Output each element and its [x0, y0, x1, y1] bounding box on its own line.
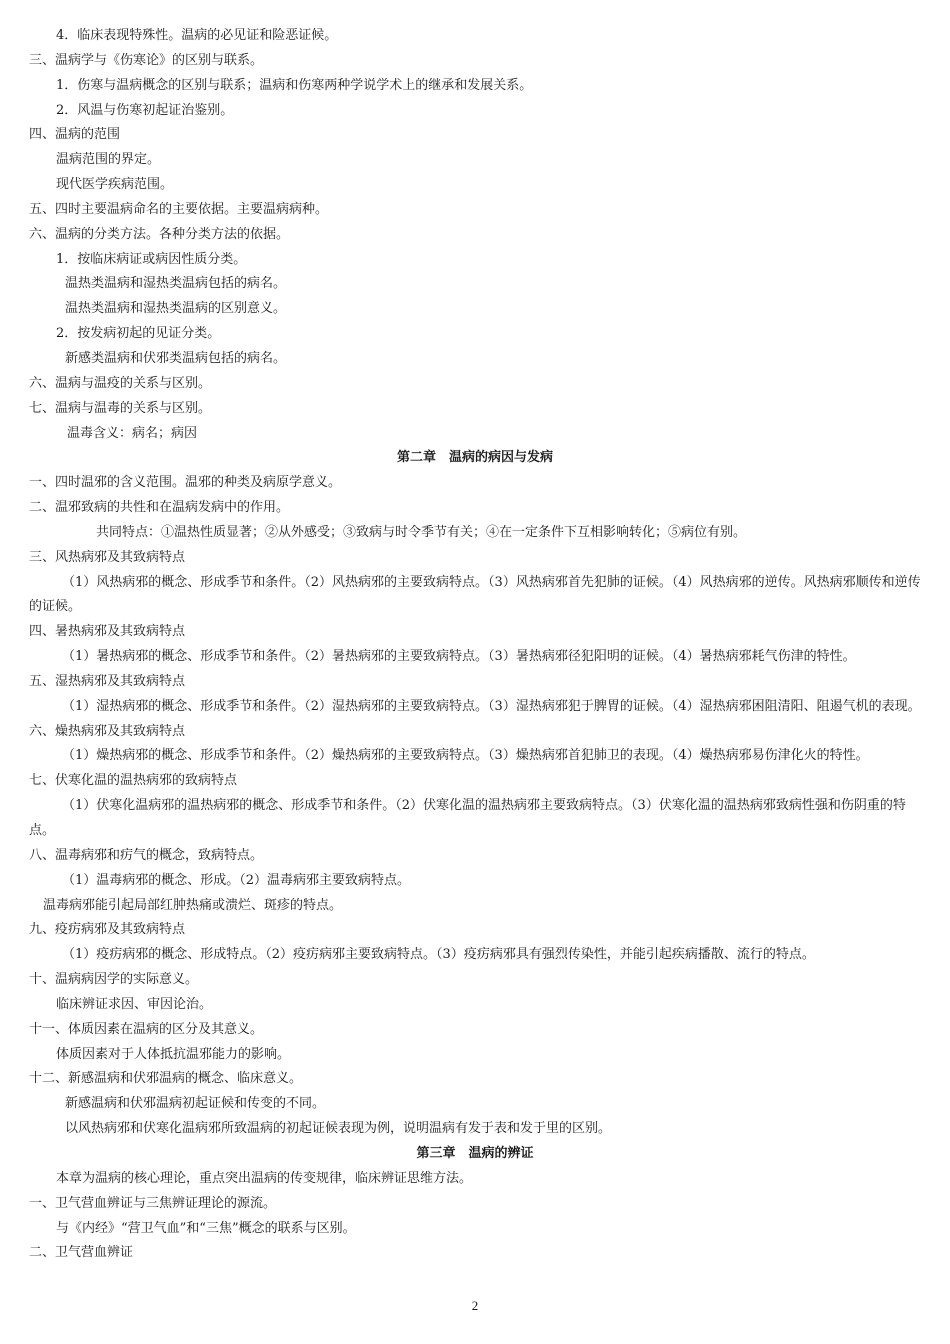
page-number: 2	[471, 1298, 479, 1313]
text-line: 4．临床表现特殊性。温病的必见证和险恶证候。	[56, 28, 338, 43]
text-line: 二、卫气营血辨证	[29, 1245, 134, 1261]
document-body	[0, 24, 950, 1266]
text-line: 以风热病邪和伏寒化温病邪所致温病的初起证候表现为例，说明温病有发于表和发于里的区别。	[65, 1121, 612, 1137]
chapter-heading: 第二章 温病的病因与发病	[396, 450, 553, 466]
text-line: （1）温毒病邪的概念、形成。（2）温毒病邪主要致病特点。	[62, 872, 411, 888]
text-line: 新感温病和伏邪温病初起证候和传变的不同。	[65, 1096, 326, 1112]
text-line: （1）湿热病邪的概念、形成季节和条件。（2）湿热病邪的主要致病特点。（3）湿热病邪犯于脾胃的证候。（4）湿热病邪困阻清阳、阻遏气机的表现。	[62, 698, 921, 714]
text-line: 五、四时主要温病命名的主要依据。主要温病病种。	[29, 201, 329, 217]
text-line: 五、湿热病邪及其致病特点	[29, 673, 186, 689]
text-line: （1）暑热病邪的概念、形成季节和条件。（2）暑热病邪的主要致病特点。（3）暑热病邪径犯阳明的证候。（4）暑热病邪耗气伤津的特性。	[62, 649, 856, 665]
text-line: 1．伤寒与温病概念的区别与联系；温病和伤寒两种学说学术上的继承和发展关系。	[56, 77, 533, 93]
text-line: 四、温病的范围	[29, 127, 121, 143]
text-line: 八、温毒病邪和疠气的概念，致病特点。	[29, 847, 264, 863]
text-line: 新感类温病和伏邪类温病包括的病名。	[65, 350, 287, 366]
text-line: 二、温邪致病的共性和在温病发病中的作用。	[29, 500, 290, 516]
text-line: 九、疫疠病邪及其致病特点	[29, 922, 186, 938]
text-line: 十一、体质因素在温病的区分及其意义。	[29, 1021, 264, 1037]
text-line: 温毒病邪能引起局部红肿热痛或溃烂、斑疹的特点。	[43, 897, 343, 913]
text-line: 七、伏寒化温的温热病邪的致病特点	[29, 773, 238, 789]
text-line: 三、温病学与《伤寒论》的区别与联系。	[29, 52, 264, 68]
text-line: 本章为温病的核心理论，重点突出温病的传变规律，临床辨证思维方法。	[56, 1170, 473, 1186]
text-line: 一、卫气营血辨证与三焦辨证理论的源流。	[29, 1195, 277, 1211]
text-line: （1）风热病邪的概念、形成季节和条件。（2）风热病邪的主要致病特点。（3）风热病邪首先犯肺的证候。（4）风热病邪的逆传。风热病邪顺传和逆传的证候。	[29, 574, 921, 615]
text-line: （1）伏寒化温病邪的温热病邪的概念、形成季节和条件。（2）伏寒化温的温热病邪主要致病特点。（3）伏寒化温的温热病邪致病性强和伤阴重的特点。	[29, 798, 906, 838]
text-line: 十二、新感温病和伏邪温病的概念、临床意义。	[29, 1071, 303, 1087]
text-line: 1．按临床病证或病因性质分类。	[56, 251, 247, 267]
text-line: 十、温病病因学的实际意义。	[29, 972, 199, 988]
chapter-heading: 第三章 温病的辨证	[416, 1145, 534, 1161]
text-line: 六、温病与温疫的关系与区别。	[29, 375, 212, 391]
text-line: 温热类温病和湿热类温病包括的病名。	[65, 276, 287, 292]
text-line: 六、温病的分类方法。各种分类方法的依据。	[29, 226, 290, 242]
text-line: （1）疫疠病邪的概念、形成特点。（2）疫疠病邪主要致病特点。（3）疫疠病邪具有强烈传染性，并能引起疾病播散、流行的特点。	[62, 947, 815, 963]
text-line: 临床辨证求因、审因论治。	[56, 996, 213, 1012]
text-line: 共同特点：①温热性质显著；②从外感受；③致病与时令季节有关；④在一定条件下互相影响转化；⑤病位有别。	[96, 524, 747, 540]
text-line: 温病范围的界定。	[56, 152, 161, 168]
text-line: 2．风温与伤寒初起证治鉴别。	[56, 102, 234, 118]
text-line: （1）燥热病邪的概念、形成季节和条件。（2）燥热病邪的主要致病特点。（3）燥热病邪首犯肺卫的表现。（4）燥热病邪易伤津化火的特性。	[62, 748, 869, 764]
text-line: 六、燥热病邪及其致病特点	[29, 723, 186, 739]
text-line: 温热类温病和湿热类温病的区别意义。	[65, 301, 287, 317]
text-line: 温毒含义：病名；病因	[67, 425, 198, 441]
text-line: 2．按发病初起的见证分类。	[56, 326, 221, 342]
text-line: 四、暑热病邪及其致病特点	[29, 624, 186, 640]
text-line: 一、四时温邪的含义范围。温邪的种类及病原学意义。	[29, 475, 342, 491]
text-line: 三、风热病邪及其致病特点	[29, 549, 186, 565]
text-line: 七、温病与温毒的关系与区别。	[29, 400, 212, 416]
text-line: 与《内经》“营卫气血”和“三焦”概念的联系与区别。	[56, 1220, 356, 1236]
text-line: 现代医学疾病范围。	[56, 177, 174, 193]
text-line: 体质因素对于人体抵抗温邪能力的影响。	[56, 1046, 291, 1062]
